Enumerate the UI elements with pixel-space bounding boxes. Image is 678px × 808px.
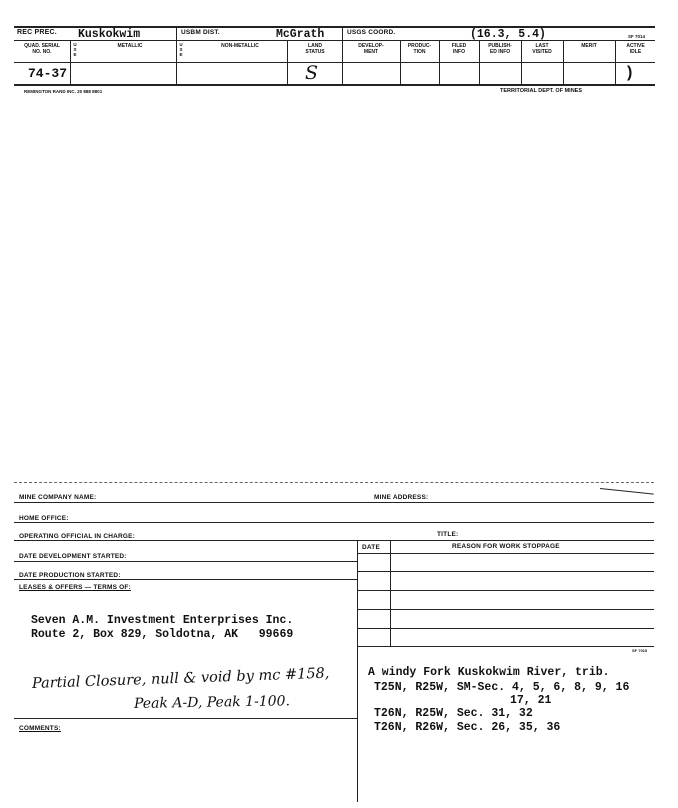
- usgs-coord-value: (16.3, 5.4): [470, 28, 546, 41]
- use-nonmetallic-mark: U S E: [179, 42, 183, 57]
- location-line-2: T25N, R25W, SM-Sec. 4, 5, 6, 8, 9, 16: [374, 681, 630, 694]
- production-header: PRODUC- TION: [407, 43, 432, 55]
- non-metallic-header: NON-METALLIC: [221, 43, 259, 49]
- location-line-4: T26N, R25W, Sec. 31, 32: [374, 707, 533, 720]
- rec-prec-label: REC PREC.: [17, 29, 57, 36]
- handwritten-line-2: Peak A-D, Peak 1-100.: [133, 693, 291, 712]
- active-idle-value: ): [627, 64, 633, 81]
- row-rule: [357, 553, 654, 554]
- merit-header: MERIT: [581, 43, 597, 49]
- title-label: TITLE:: [437, 531, 459, 538]
- handwritten-line-1: Partial Closure, null & void by mc #158,: [31, 665, 330, 692]
- usbm-dist-label: USBM DIST.: [181, 29, 220, 36]
- footer-right: TERRITORIAL DEPT. OF MINES: [500, 88, 582, 94]
- metallic-header: METALLIC: [117, 43, 143, 49]
- reason-column-header: REASON FOR WORK STOPPAGE: [452, 543, 560, 550]
- row-rule: [14, 540, 654, 541]
- location-line-1: A windy Fork Kuskokwim River, trib.: [368, 666, 610, 679]
- row-rule: [14, 502, 654, 503]
- leases-label: LEASES & OFFERS — TERMS OF:: [19, 584, 131, 591]
- development-header: DEVELOP- MENT: [358, 43, 384, 55]
- date-production-label: DATE PRODUCTION STARTED:: [19, 572, 121, 579]
- row-rule: [357, 609, 654, 610]
- divider: [176, 27, 177, 84]
- quad-serial-value: 74-37: [28, 66, 68, 81]
- rec-prec-value: Kuskokwim: [78, 28, 141, 41]
- row-rule: [14, 522, 654, 523]
- stray-mark: [600, 488, 654, 495]
- row-rule: [14, 62, 655, 63]
- comments-label: COMMENTS:: [19, 725, 61, 732]
- lessee-line-1: Seven A.M. Investment Enterprises Inc.: [31, 614, 294, 627]
- row-rule: [14, 561, 357, 562]
- row-rule: [14, 718, 357, 719]
- top-card-bottom-rule: [14, 84, 655, 86]
- usgs-coord-label: USGS COORD.: [347, 29, 396, 36]
- published-info-header: PUBLISH- ED INFO: [488, 43, 512, 55]
- last-visited-header: LAST VISITED: [532, 43, 552, 55]
- date-column-header: DATE: [362, 544, 381, 551]
- mine-address-label: MINE ADDRESS:: [374, 494, 429, 501]
- location-line-3: 17, 21: [510, 694, 552, 707]
- row-rule: [14, 579, 357, 580]
- form-number: SF 7014: [628, 34, 646, 39]
- row-rule: [14, 40, 655, 41]
- usbm-dist-value: McGrath: [276, 28, 325, 41]
- row-rule: [357, 646, 654, 647]
- footer-left: REMINGTON RAND INC. 20 888 8801: [24, 89, 103, 94]
- bottom-form-number: SF 7015: [632, 648, 648, 653]
- row-rule: [357, 628, 654, 629]
- location-line-5: T26N, R26W, Sec. 26, 35, 36: [374, 721, 561, 734]
- land-status-header: LAND STATUS: [305, 43, 325, 55]
- divider: [357, 540, 358, 802]
- divider: [390, 540, 391, 646]
- mine-company-name-label: MINE COMPANY NAME:: [19, 494, 97, 501]
- home-office-label: HOME OFFICE:: [19, 515, 69, 522]
- card-top-edge: [14, 482, 654, 483]
- divider: [342, 27, 343, 40]
- lessee-line-2: Route 2, Box 829, Soldotna, AK 99669: [31, 628, 294, 641]
- row-rule: [357, 590, 654, 591]
- filed-info-header: FILED INFO: [451, 43, 467, 55]
- use-metallic-mark: U S E: [73, 42, 77, 57]
- date-development-label: DATE DEVELOPMENT STARTED:: [19, 553, 127, 560]
- operating-official-label: OPERATING OFFICIAL IN CHARGE:: [19, 533, 136, 540]
- quad-serial-header: QUAD. SERIAL NO. NO.: [24, 43, 60, 55]
- row-rule: [357, 571, 654, 572]
- land-status-value: S: [305, 62, 319, 84]
- active-idle-header: ACTIVE IDLE: [626, 43, 645, 55]
